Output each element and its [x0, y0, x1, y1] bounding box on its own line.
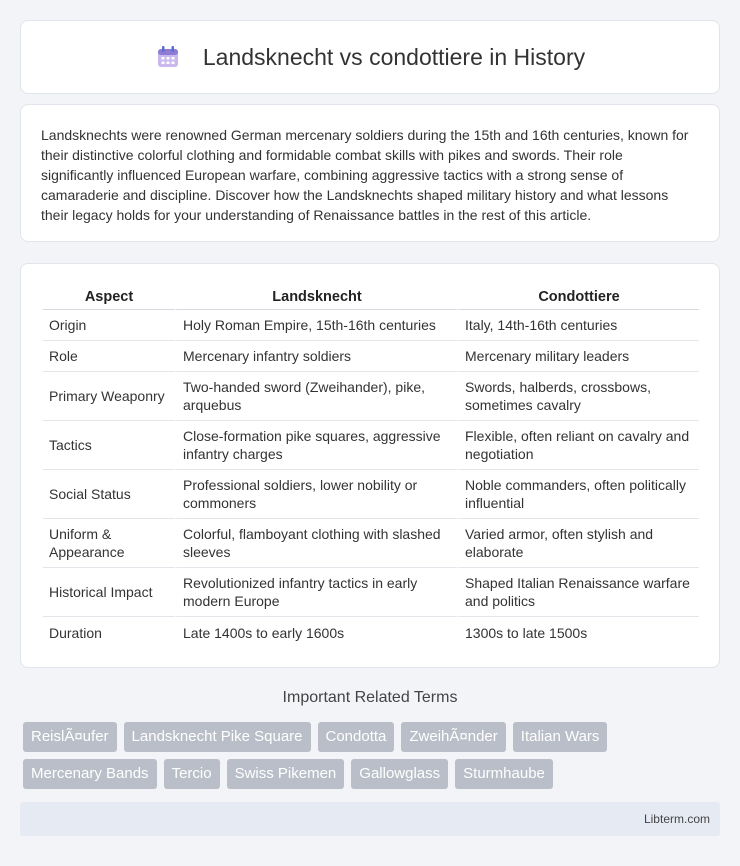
comparison-card — [20, 263, 720, 668]
cell-landsknecht: Two-handed sword (Zweihander), pike, arquebus — [175, 372, 457, 421]
table-row — [43, 421, 699, 470]
cell-landsknecht: Late 1400s to early 1600s — [175, 617, 457, 648]
cell-aspect: Role — [43, 341, 175, 372]
cell-condottiere: Noble commanders, often politically influential — [457, 470, 699, 519]
cell-landsknecht: Holy Roman Empire, 15th-16th centuries — [175, 310, 457, 341]
cell-aspect: Social Status — [43, 470, 175, 519]
cell-aspect: Tactics — [43, 421, 175, 470]
cell-landsknecht: Colorful, flamboyant clothing with slashed sleeves — [175, 519, 457, 568]
tag-tercio[interactable]: Tercio — [164, 759, 220, 789]
table-row — [43, 310, 699, 341]
cell-landsknecht: Close-formation pike squares, aggressive infantry charges — [175, 421, 457, 470]
cell-landsknecht: Professional soldiers, lower nobility or commoners — [175, 470, 457, 519]
cell-condottiere: Shaped Italian Renaissance warfare and politics — [457, 568, 699, 617]
table-row — [43, 341, 699, 372]
tag-zweihander[interactable]: ZweihÃ¤nder — [401, 722, 505, 752]
header-landsknecht: Landsknecht — [175, 284, 457, 310]
cell-condottiere: 1300s to late 1500s — [457, 617, 699, 648]
table-row — [43, 568, 699, 617]
cell-landsknecht: Mercenary infantry soldiers — [175, 341, 457, 372]
cell-condottiere: Varied armor, often stylish and elaborate — [457, 519, 699, 568]
tag-gallowglass[interactable]: Gallowglass — [351, 759, 448, 789]
tag-sturmhaube[interactable]: Sturmhaube — [455, 759, 553, 789]
tag-landsknecht-pike-square[interactable]: Landsknecht Pike Square — [124, 722, 311, 752]
tag-condotta[interactable]: Condotta — [318, 722, 395, 752]
page-title-text: Landsknecht vs condottiere in History — [202, 43, 586, 70]
intro-card — [20, 104, 720, 242]
tag-reislaufer[interactable]: ReislÃ¤ufer — [23, 722, 117, 752]
table-row — [43, 519, 699, 568]
cell-aspect: Origin — [43, 310, 175, 341]
comparison-table — [43, 284, 699, 648]
footer-site-link[interactable]: Libterm.com — [643, 812, 710, 826]
related-terms-title: Important Related Terms — [282, 689, 458, 706]
cell-condottiere: Flexible, often reliant on cavalry and negotiation — [457, 421, 699, 470]
footer — [20, 802, 720, 836]
cell-aspect: Duration — [49, 624, 102, 641]
table-header-row — [43, 284, 699, 310]
cell-condottiere: Italy, 14th-16th centuries — [457, 310, 699, 341]
intro-paragraph: Landsknechts were renowned German mercenary soldiers during the 15th and 16th centuries, known for their distinctive colorful clothing and formidable combat skills with pikes and swords. Their role significantly influenced European warfare, combining aggressive tactics with a strong sense of camaraderie and discipline. Discover how the Landsknechts shaped military history and what lessons their legacy holds for your understanding of Renaissance battles in the rest of this article. — [41, 127, 689, 223]
table-row — [43, 470, 699, 519]
page-title — [155, 44, 585, 71]
title-card — [20, 20, 720, 94]
related-terms-tags — [23, 722, 723, 796]
table-row — [43, 617, 699, 648]
cell-condottiere: Mercenary military leaders — [457, 341, 699, 372]
tag-mercenary-bands[interactable]: Mercenary Bands — [23, 759, 157, 789]
header-condottiere: Condottiere — [457, 284, 699, 310]
cell-condottiere: Swords, halberds, crossbows, sometimes cavalry — [457, 372, 699, 421]
header-aspect: Aspect — [43, 284, 175, 310]
calendar-icon — [155, 44, 181, 70]
cell-aspect: Historical Impact — [43, 568, 175, 617]
tag-row — [23, 759, 723, 789]
tag-italian-wars[interactable]: Italian Wars — [513, 722, 608, 752]
cell-landsknecht: Revolutionized infantry tactics in early modern Europe — [175, 568, 457, 617]
cell-aspect: Uniform & Appearance — [43, 519, 175, 568]
tag-row — [23, 722, 723, 752]
tag-swiss-pikemen[interactable]: Swiss Pikemen — [227, 759, 345, 789]
cell-aspect: Primary Weaponry — [43, 372, 175, 421]
table-row — [43, 372, 699, 421]
